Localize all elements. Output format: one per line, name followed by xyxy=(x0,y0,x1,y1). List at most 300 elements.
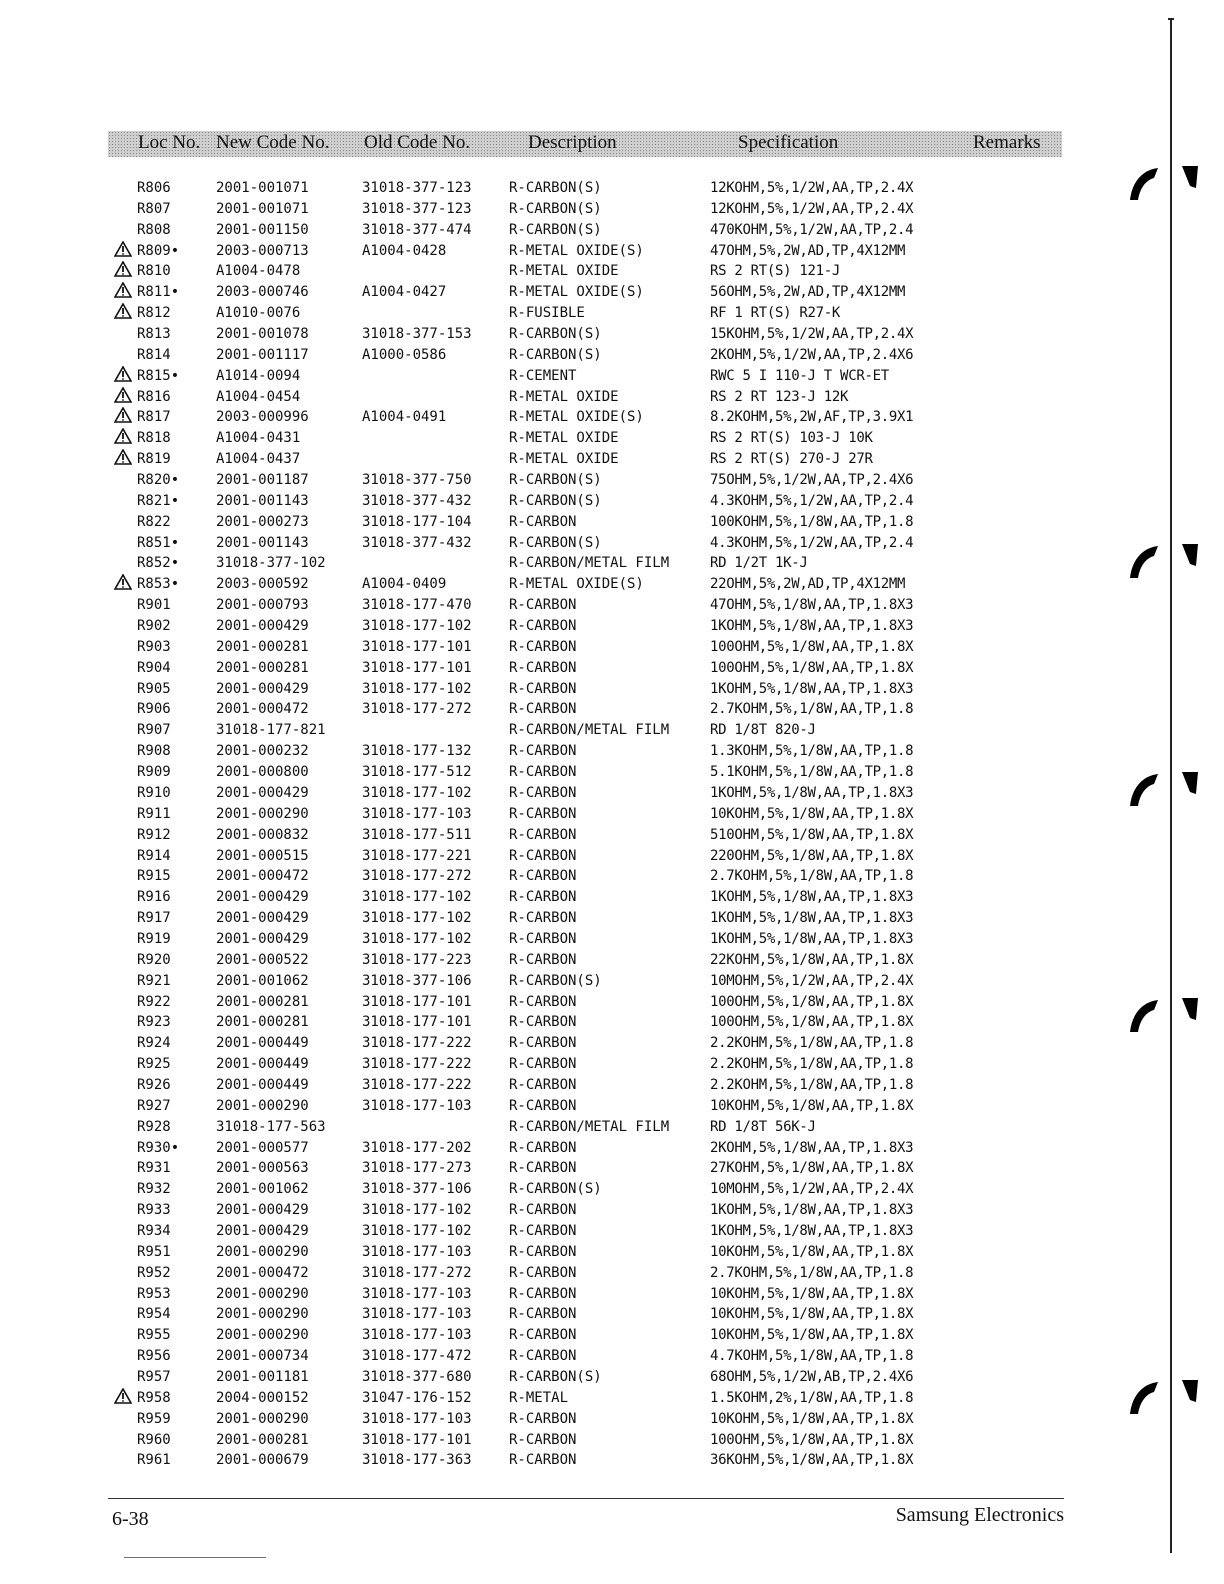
specification-cell: 1KOHM,5%,1/8W,AA,TP,1.8X3 xyxy=(710,1202,914,1219)
old-code-cell: 31018-177-102 xyxy=(362,1222,472,1239)
new-code-cell: 2001-000281 xyxy=(216,659,309,676)
table-row xyxy=(0,241,1224,262)
specification-cell: 1KOHM,5%,1/8W,AA,TP,1.8X3 xyxy=(710,930,914,947)
new-code-cell: A1014-0094 xyxy=(216,367,301,384)
new-code-cell: 2001-000800 xyxy=(216,764,309,781)
description-cell: R-CARBON xyxy=(509,1431,577,1448)
specification-cell: 10MOHM,5%,1/2W,AA,TP,2.4X xyxy=(710,1181,914,1198)
loc-no-cell: R902 xyxy=(137,618,171,635)
specification-cell: 4.7KOHM,5%,1/8W,AA,TP,1.8 xyxy=(710,1348,914,1365)
table-row xyxy=(0,783,1224,804)
table-row xyxy=(0,491,1224,512)
loc-no-cell: R952 xyxy=(137,1264,171,1281)
loc-no-cell: R923 xyxy=(137,1014,171,1031)
table-row xyxy=(0,574,1224,595)
old-code-cell: 31018-177-272 xyxy=(362,701,472,718)
old-code-cell: 31018-177-222 xyxy=(362,1035,472,1052)
description-cell: R-METAL OXIDE xyxy=(509,388,619,405)
description-cell: R-CARBON xyxy=(509,1285,577,1302)
old-code-cell: 31018-377-680 xyxy=(362,1368,472,1385)
header-loc-no: Loc No. xyxy=(138,132,201,153)
loc-no-cell: R920 xyxy=(137,951,171,968)
specification-cell: 5.1KOHM,5%,1/8W,AA,TP,1.8 xyxy=(710,764,914,781)
description-cell: R-CARBON xyxy=(509,1243,577,1260)
description-cell: R-CARBON xyxy=(509,743,577,760)
description-cell: R-CARBON xyxy=(509,1222,577,1239)
footer-divider xyxy=(108,1498,1064,1499)
new-code-cell: 2003-000592 xyxy=(216,576,309,593)
new-code-cell: 2001-000449 xyxy=(216,1056,309,1073)
old-code-cell: 31018-177-102 xyxy=(362,910,472,927)
new-code-cell: 2001-000734 xyxy=(216,1348,309,1365)
loc-no-cell: R956 xyxy=(137,1348,171,1365)
specification-cell: 75OHM,5%,1/2W,AA,TP,2.4X6 xyxy=(710,472,914,489)
new-code-cell: 2001-000429 xyxy=(216,1202,309,1219)
loc-no-cell: R817 xyxy=(137,409,171,426)
description-cell: R-CARBON xyxy=(509,1076,577,1093)
loc-no-cell: R916 xyxy=(137,889,171,906)
loc-no-cell: R905 xyxy=(137,680,171,697)
table-row xyxy=(0,303,1224,324)
new-code-cell: A1004-0454 xyxy=(216,388,301,405)
loc-no-cell: R919 xyxy=(137,930,171,947)
loc-no-cell: R814 xyxy=(137,346,171,363)
table-row xyxy=(0,1367,1224,1388)
description-cell: R-CARBON xyxy=(509,638,577,655)
old-code-cell: 31018-177-132 xyxy=(362,743,472,760)
table-row xyxy=(0,741,1224,762)
description-cell: R-CARBON(S) xyxy=(509,221,602,238)
description-cell: R-CARBON(S) xyxy=(509,472,602,489)
loc-no-cell: R910 xyxy=(137,784,171,801)
new-code-cell: 2001-000472 xyxy=(216,1264,309,1281)
table-row xyxy=(0,220,1224,241)
table-row xyxy=(0,1179,1224,1200)
table-row xyxy=(0,1450,1224,1471)
table-row xyxy=(0,324,1224,345)
new-code-cell: 2003-000746 xyxy=(216,284,309,301)
table-row xyxy=(0,1263,1224,1284)
loc-no-cell: R931 xyxy=(137,1160,171,1177)
specification-cell: 10KOHM,5%,1/8W,AA,TP,1.8X xyxy=(710,805,914,822)
new-code-cell: 2001-000472 xyxy=(216,701,309,718)
description-cell: R-CARBON(S) xyxy=(509,492,602,509)
specification-cell: 470KOHM,5%,1/2W,AA,TP,2.4 xyxy=(710,221,914,238)
new-code-cell: 2001-001062 xyxy=(216,1181,309,1198)
specification-cell: 1KOHM,5%,1/8W,AA,TP,1.8X3 xyxy=(710,889,914,906)
loc-no-cell: R914 xyxy=(137,847,171,864)
new-code-cell: 2001-000290 xyxy=(216,1243,309,1260)
loc-no-cell: R851• xyxy=(137,534,180,551)
table-row xyxy=(0,387,1224,408)
safety-warning-icon xyxy=(114,449,134,465)
description-cell: R-CARBON/METAL FILM xyxy=(509,722,670,739)
old-code-cell: A1004-0428 xyxy=(362,242,447,259)
table-row xyxy=(0,407,1224,428)
loc-no-cell: R810 xyxy=(137,263,171,280)
loc-no-cell: R922 xyxy=(137,993,171,1010)
binder-hole-mark xyxy=(1128,542,1198,582)
new-code-cell: 2001-000793 xyxy=(216,597,309,614)
new-code-cell: 2001-000273 xyxy=(216,513,309,530)
new-code-cell: 2001-000429 xyxy=(216,889,309,906)
specification-cell: 1.3KOHM,5%,1/8W,AA,TP,1.8 xyxy=(710,743,914,760)
new-code-cell: 2001-001117 xyxy=(216,346,309,363)
new-code-cell: A1010-0076 xyxy=(216,305,301,322)
safety-warning-icon xyxy=(114,407,134,423)
parts-table-body xyxy=(0,178,1224,1471)
description-cell: R-CARBON xyxy=(509,868,577,885)
new-code-cell: 2001-000281 xyxy=(216,638,309,655)
loc-no-cell: R924 xyxy=(137,1035,171,1052)
old-code-cell: A1004-0427 xyxy=(362,284,447,301)
description-cell: R-CARBON xyxy=(509,1452,577,1469)
old-code-cell: A1000-0586 xyxy=(362,346,447,363)
old-code-cell: 31018-177-102 xyxy=(362,1202,472,1219)
table-row xyxy=(0,470,1224,491)
table-row xyxy=(0,658,1224,679)
old-code-cell: 31047-176-152 xyxy=(362,1389,472,1406)
specification-cell: 100OHM,5%,1/8W,AA,TP,1.8X xyxy=(710,1431,914,1448)
table-row xyxy=(0,1304,1224,1325)
page-number: 6-38 xyxy=(112,1508,149,1530)
loc-no-cell: R853• xyxy=(137,576,180,593)
new-code-cell: 2001-000429 xyxy=(216,910,309,927)
table-row xyxy=(0,1096,1224,1117)
specification-cell: 22OHM,5%,2W,AD,TP,4X12MM xyxy=(710,576,906,593)
binder-hole-mark xyxy=(1128,1378,1198,1418)
loc-no-cell: R906 xyxy=(137,701,171,718)
table-row xyxy=(0,199,1224,220)
table-row xyxy=(0,992,1224,1013)
description-cell: R-CARBON xyxy=(509,784,577,801)
specification-cell: RD 1/8T 56K-J xyxy=(710,1118,816,1135)
table-row xyxy=(0,887,1224,908)
header-remarks: Remarks xyxy=(973,132,1041,153)
specification-cell: 22KOHM,5%,1/8W,AA,TP,1.8X xyxy=(710,951,914,968)
old-code-cell: 31018-177-273 xyxy=(362,1160,472,1177)
old-code-cell: 31018-177-512 xyxy=(362,764,472,781)
loc-no-cell: R932 xyxy=(137,1181,171,1198)
loc-no-cell: R806 xyxy=(137,180,171,196)
new-code-cell: A1004-0431 xyxy=(216,430,301,447)
header-specification: Specification xyxy=(738,132,839,153)
table-row xyxy=(0,720,1224,741)
description-cell: R-CARBON xyxy=(509,1202,577,1219)
table-row xyxy=(0,804,1224,825)
specification-cell: RS 2 RT(S) 121-J xyxy=(710,263,841,280)
old-code-cell: 31018-377-106 xyxy=(362,972,472,989)
loc-no-cell: R904 xyxy=(137,659,171,676)
description-cell: R-CARBON xyxy=(509,1264,577,1281)
old-code-cell: 31018-177-272 xyxy=(362,1264,472,1281)
table-row xyxy=(0,950,1224,971)
loc-no-cell: R912 xyxy=(137,826,171,843)
table-row xyxy=(0,679,1224,700)
old-code-cell: 31018-377-432 xyxy=(362,492,472,509)
table-row xyxy=(0,1221,1224,1242)
specification-cell: 1KOHM,5%,1/8W,AA,TP,1.8X3 xyxy=(710,680,914,697)
loc-no-cell: R958 xyxy=(137,1389,171,1406)
new-code-cell: 2001-001071 xyxy=(216,200,309,217)
safety-warning-icon xyxy=(114,1388,134,1404)
description-cell: R-CARBON xyxy=(509,764,577,781)
safety-warning-icon xyxy=(114,303,134,319)
new-code-cell: 2001-001143 xyxy=(216,534,309,551)
description-cell: R-METAL OXIDE(S) xyxy=(509,284,644,301)
specification-cell: 47OHM,5%,1/8W,AA,TP,1.8X3 xyxy=(710,597,914,614)
old-code-cell: 31018-377-123 xyxy=(362,200,472,217)
loc-no-cell: R808 xyxy=(137,221,171,238)
loc-no-cell: R819 xyxy=(137,451,171,468)
description-cell: R-CARBON xyxy=(509,1306,577,1323)
loc-no-cell: R822 xyxy=(137,513,171,530)
specification-cell: 47OHM,5%,2W,AD,TP,4X12MM xyxy=(710,242,906,259)
table-row xyxy=(0,616,1224,637)
old-code-cell: 31018-177-103 xyxy=(362,1097,472,1114)
new-code-cell: 2001-000290 xyxy=(216,1097,309,1114)
description-cell: R-METAL OXIDE xyxy=(509,430,619,447)
specification-cell: 1KOHM,5%,1/8W,AA,TP,1.8X3 xyxy=(710,910,914,927)
new-code-cell: 2001-000290 xyxy=(216,1306,309,1323)
specification-cell: 2.2KOHM,5%,1/8W,AA,TP,1.8 xyxy=(710,1076,914,1093)
table-row xyxy=(0,866,1224,887)
specification-cell: 100OHM,5%,1/8W,AA,TP,1.8X xyxy=(710,993,914,1010)
table-row xyxy=(0,1138,1224,1159)
old-code-cell: 31018-377-432 xyxy=(362,534,472,551)
loc-no-cell: R925 xyxy=(137,1056,171,1073)
specification-cell: 1KOHM,5%,1/8W,AA,TP,1.8X3 xyxy=(710,784,914,801)
description-cell: R-CARBON xyxy=(509,597,577,614)
old-code-cell: 31018-177-221 xyxy=(362,847,472,864)
description-cell: R-CARBON xyxy=(509,680,577,697)
specification-cell: 4.3KOHM,5%,1/2W,AA,TP,2.4 xyxy=(710,534,914,551)
new-code-cell: A1004-0437 xyxy=(216,451,301,468)
description-cell: R-CARBON(S) xyxy=(509,1368,602,1385)
loc-no-cell: R934 xyxy=(137,1222,171,1239)
old-code-cell: 31018-177-101 xyxy=(362,638,472,655)
table-row xyxy=(0,1200,1224,1221)
specification-cell: 12KOHM,5%,1/2W,AA,TP,2.4X xyxy=(710,200,914,217)
table-row xyxy=(0,637,1224,658)
specification-cell: RD 1/8T 820-J xyxy=(710,722,816,739)
description-cell: R-CARBON xyxy=(509,889,577,906)
description-cell: R-CARBON xyxy=(509,1160,577,1177)
description-cell: R-CARBON xyxy=(509,805,577,822)
description-cell: R-CARBON xyxy=(509,1097,577,1114)
description-cell: R-CARBON xyxy=(509,1348,577,1365)
old-code-cell: A1004-0409 xyxy=(362,576,447,593)
new-code-cell: 2001-001071 xyxy=(216,180,309,196)
safety-warning-icon xyxy=(114,366,134,382)
specification-cell: RS 2 RT(S) 103-J 10K xyxy=(710,430,873,447)
old-code-cell: 31018-177-102 xyxy=(362,889,472,906)
table-row xyxy=(0,178,1224,199)
table-row xyxy=(0,1284,1224,1305)
description-cell: R-METAL OXIDE(S) xyxy=(509,576,644,593)
table-header xyxy=(108,131,1062,157)
specification-cell: 1.5KOHM,2%,1/8W,AA,TP,1.8 xyxy=(710,1389,914,1406)
specification-cell: RS 2 RT 123-J 12K xyxy=(710,388,849,405)
loc-no-cell: R820• xyxy=(137,472,180,489)
description-cell: R-CARBON xyxy=(509,1410,577,1427)
old-code-cell: 31018-377-750 xyxy=(362,472,472,489)
new-code-cell: 31018-177-821 xyxy=(216,722,326,739)
old-code-cell: A1004-0491 xyxy=(362,409,447,426)
description-cell: R-CARBON xyxy=(509,701,577,718)
loc-no-cell: R911 xyxy=(137,805,171,822)
old-code-cell: 31018-177-222 xyxy=(362,1076,472,1093)
table-row xyxy=(0,1430,1224,1451)
specification-cell: RS 2 RT(S) 270-J 27R xyxy=(710,451,873,468)
loc-no-cell: R903 xyxy=(137,638,171,655)
table-row xyxy=(0,1012,1224,1033)
new-code-cell: 31018-377-102 xyxy=(216,555,326,572)
safety-warning-icon xyxy=(114,282,134,298)
specification-cell: 220OHM,5%,1/8W,AA,TP,1.8X xyxy=(710,847,914,864)
new-code-cell: 2001-000429 xyxy=(216,618,309,635)
old-code-cell: 31018-177-102 xyxy=(362,784,472,801)
specification-cell: 10KOHM,5%,1/8W,AA,TP,1.8X xyxy=(710,1285,914,1302)
new-code-cell: 2001-001062 xyxy=(216,972,309,989)
loc-no-cell: R812 xyxy=(137,305,171,322)
table-row xyxy=(0,1117,1224,1138)
loc-no-cell: R917 xyxy=(137,910,171,927)
old-code-cell: 31018-377-123 xyxy=(362,180,472,196)
description-cell: R-CARBON(S) xyxy=(509,534,602,551)
description-cell: R-METAL OXIDE xyxy=(509,263,619,280)
description-cell: R-CARBON xyxy=(509,1327,577,1344)
new-code-cell: 2001-000232 xyxy=(216,743,309,760)
loc-no-cell: R807 xyxy=(137,200,171,217)
description-cell: R-CARBON xyxy=(509,1035,577,1052)
old-code-cell: 31018-377-106 xyxy=(362,1181,472,1198)
loc-no-cell: R927 xyxy=(137,1097,171,1114)
specification-cell: 100OHM,5%,1/8W,AA,TP,1.8X xyxy=(710,638,914,655)
table-row xyxy=(0,1388,1224,1409)
specification-cell: 2KOHM,5%,1/2W,AA,TP,2.4X6 xyxy=(710,346,914,363)
specification-cell: 100OHM,5%,1/8W,AA,TP,1.8X xyxy=(710,1014,914,1031)
new-code-cell: 2001-000281 xyxy=(216,1431,309,1448)
description-cell: R-FUSIBLE xyxy=(509,305,585,322)
specification-cell: 510OHM,5%,1/8W,AA,TP,1.8X xyxy=(710,826,914,843)
specification-cell: 10KOHM,5%,1/8W,AA,TP,1.8X xyxy=(710,1410,914,1427)
table-row xyxy=(0,1325,1224,1346)
new-code-cell: 2001-000290 xyxy=(216,1285,309,1302)
description-cell: R-CARBON(S) xyxy=(509,346,602,363)
specification-cell: 36KOHM,5%,1/8W,AA,TP,1.8X xyxy=(710,1452,914,1469)
description-cell: R-CARBON xyxy=(509,993,577,1010)
description-cell: R-CARBON(S) xyxy=(509,200,602,217)
table-row xyxy=(0,1075,1224,1096)
loc-no-cell: R930• xyxy=(137,1139,180,1156)
loc-no-cell: R813 xyxy=(137,326,171,343)
new-code-cell: 2001-000290 xyxy=(216,1410,309,1427)
description-cell: R-CARBON(S) xyxy=(509,326,602,343)
loc-no-cell: R809• xyxy=(137,242,180,259)
loc-no-cell: R921 xyxy=(137,972,171,989)
specification-cell: RF 1 RT(S) R27-K xyxy=(710,305,841,322)
header-old-code-no: Old Code No. xyxy=(364,132,471,153)
old-code-cell: 31018-177-103 xyxy=(362,1410,472,1427)
link-underline xyxy=(124,1557,266,1558)
specification-cell: 12KOHM,5%,1/2W,AA,TP,2.4X xyxy=(710,180,914,196)
loc-no-cell: R915 xyxy=(137,868,171,885)
description-cell: R-CARBON(S) xyxy=(509,1181,602,1198)
loc-no-cell: R954 xyxy=(137,1306,171,1323)
safety-warning-icon xyxy=(114,241,134,257)
table-row xyxy=(0,282,1224,303)
old-code-cell: 31018-377-153 xyxy=(362,326,472,343)
specification-cell: 2.7KOHM,5%,1/8W,AA,TP,1.8 xyxy=(710,868,914,885)
loc-no-cell: R951 xyxy=(137,1243,171,1260)
description-cell: R-CARBON/METAL FILM xyxy=(509,555,670,572)
binder-hole-mark xyxy=(1128,164,1198,204)
old-code-cell: 31018-177-363 xyxy=(362,1452,472,1469)
page-edge-tick xyxy=(1168,18,1174,20)
new-code-cell: 2004-000152 xyxy=(216,1389,309,1406)
specification-cell: 2KOHM,5%,1/8W,AA,TP,1.8X3 xyxy=(710,1139,914,1156)
old-code-cell: 31018-177-222 xyxy=(362,1056,472,1073)
new-code-cell: 2001-000577 xyxy=(216,1139,309,1156)
loc-no-cell: R821• xyxy=(137,492,180,509)
specification-cell: RD 1/2T 1K-J xyxy=(710,555,808,572)
new-code-cell: 2001-001187 xyxy=(216,472,309,489)
description-cell: R-METAL xyxy=(509,1389,569,1406)
description-cell: R-CARBON/METAL FILM xyxy=(509,1118,670,1135)
table-row xyxy=(0,261,1224,282)
table-row xyxy=(0,512,1224,533)
table-row xyxy=(0,449,1224,470)
loc-no-cell: R818 xyxy=(137,430,171,447)
new-code-cell: 2001-000563 xyxy=(216,1160,309,1177)
table-row xyxy=(0,553,1224,574)
table-row xyxy=(0,533,1224,554)
table-row xyxy=(0,345,1224,366)
old-code-cell: 31018-177-103 xyxy=(362,1243,472,1260)
old-code-cell: 31018-177-102 xyxy=(362,930,472,947)
old-code-cell: 31018-177-202 xyxy=(362,1139,472,1156)
loc-no-cell: R909 xyxy=(137,764,171,781)
loc-no-cell: R960 xyxy=(137,1431,171,1448)
loc-no-cell: R961 xyxy=(137,1452,171,1469)
description-cell: R-CARBON xyxy=(509,826,577,843)
new-code-cell: 2001-000429 xyxy=(216,930,309,947)
new-code-cell: 2001-000522 xyxy=(216,951,309,968)
table-row xyxy=(0,366,1224,387)
description-cell: R-CARBON xyxy=(509,618,577,635)
new-code-cell: 2001-000449 xyxy=(216,1076,309,1093)
specification-cell: 2.7KOHM,5%,1/8W,AA,TP,1.8 xyxy=(710,1264,914,1281)
loc-no-cell: R957 xyxy=(137,1368,171,1385)
specification-cell: 56OHM,5%,2W,AD,TP,4X12MM xyxy=(710,284,906,301)
specification-cell: 27KOHM,5%,1/8W,AA,TP,1.8X xyxy=(710,1160,914,1177)
specification-cell: 4.3KOHM,5%,1/2W,AA,TP,2.4 xyxy=(710,492,914,509)
description-cell: R-CARBON xyxy=(509,1056,577,1073)
old-code-cell: 31018-377-474 xyxy=(362,221,472,238)
old-code-cell: 31018-177-101 xyxy=(362,1014,472,1031)
description-cell: R-CARBON xyxy=(509,910,577,927)
new-code-cell: 2001-001143 xyxy=(216,492,309,509)
description-cell: R-CARBON xyxy=(509,930,577,947)
new-code-cell: 2001-001181 xyxy=(216,1368,309,1385)
table-row xyxy=(0,699,1224,720)
description-cell: R-CEMENT xyxy=(509,367,577,384)
table-row xyxy=(0,428,1224,449)
description-cell: R-METAL OXIDE(S) xyxy=(509,242,644,259)
new-code-cell: 2001-000281 xyxy=(216,1014,309,1031)
new-code-cell: 2001-000515 xyxy=(216,847,309,864)
